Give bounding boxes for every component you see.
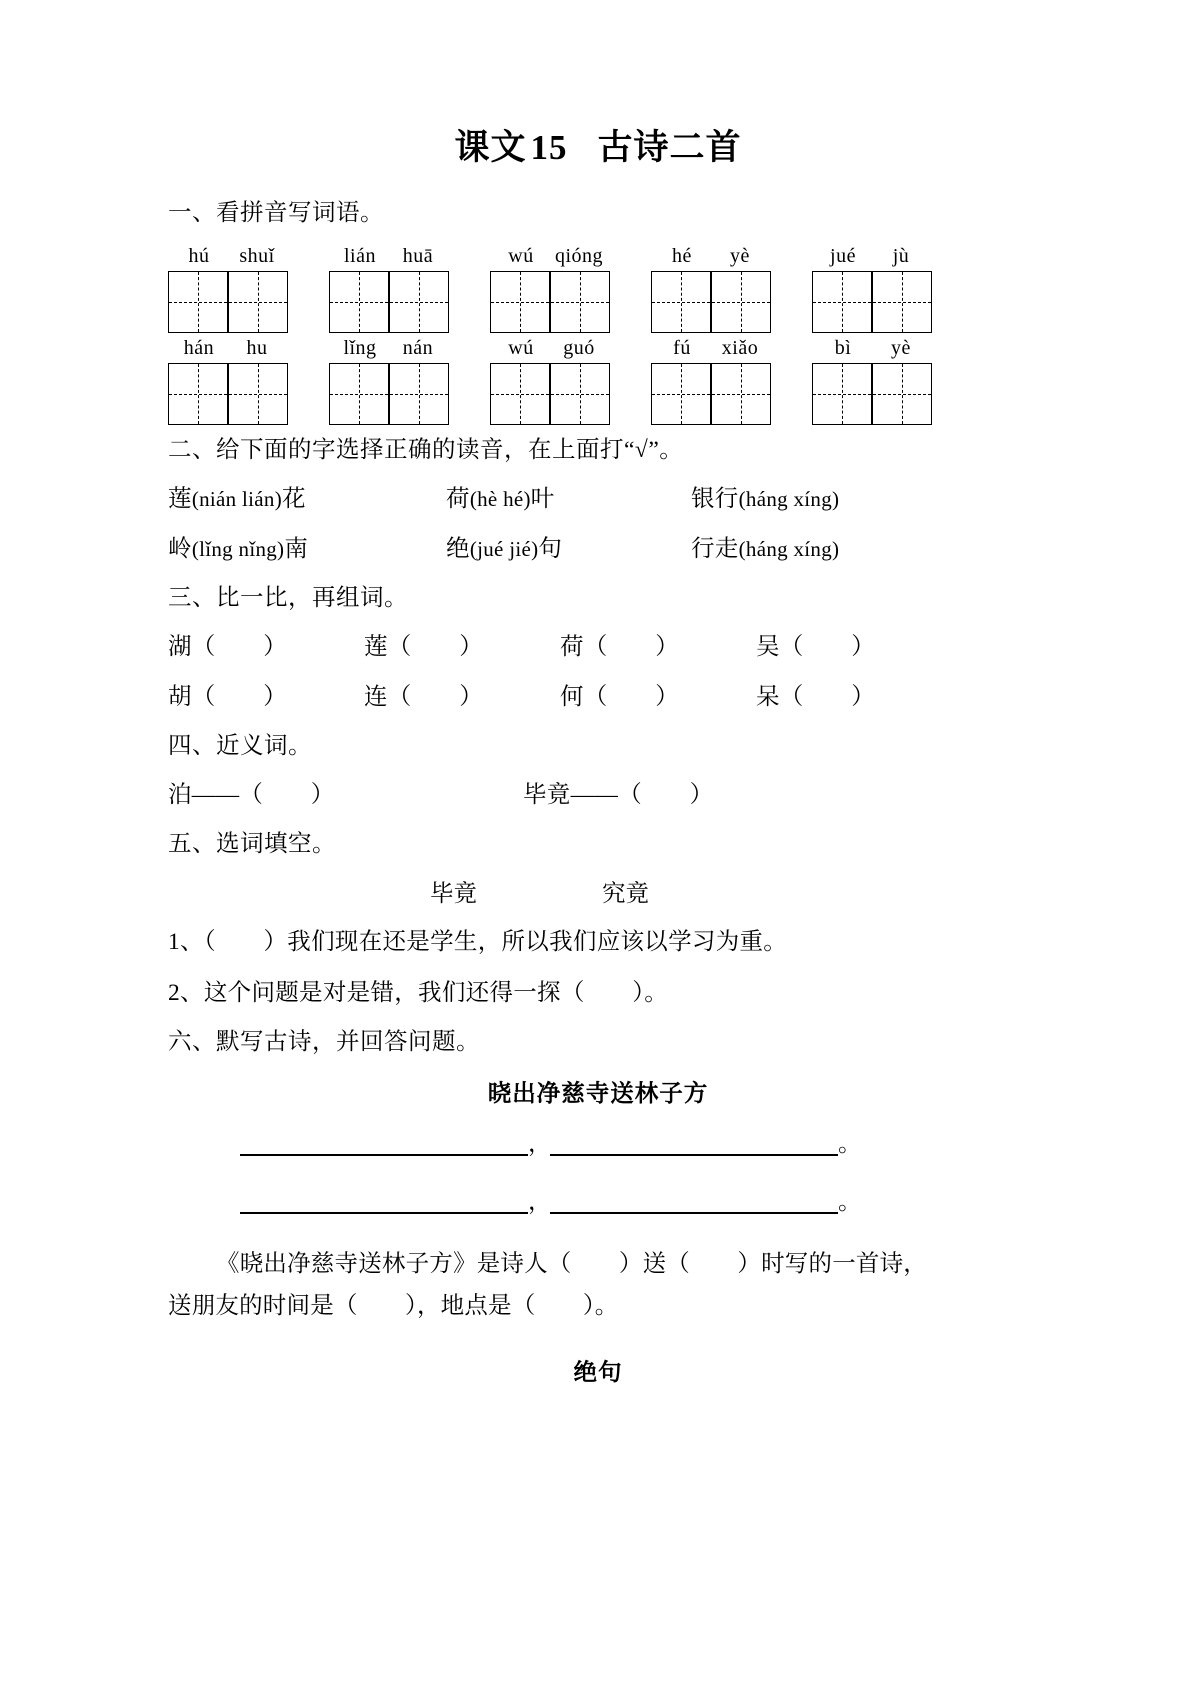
tianzige-grid[interactable]	[490, 271, 610, 333]
tianzige-cell[interactable]	[329, 363, 389, 425]
section-heading-1: 一、看拼音写词语。	[168, 200, 384, 226]
pinyin-syllable: jù	[892, 245, 910, 268]
pinyin-syllable: qióng	[554, 245, 604, 268]
poem-blank-segment[interactable]	[240, 1128, 528, 1156]
pronunciation-item[interactable]	[168, 531, 446, 567]
pinyin-syllable: jué	[830, 245, 856, 268]
pinyin-label	[812, 335, 932, 362]
pinyin-syllable: fú	[673, 337, 691, 360]
pinyin-syllable: wú	[508, 337, 534, 360]
synonyms-row	[168, 777, 1028, 813]
section-heading-4: 四、近义词。	[168, 733, 312, 760]
tianzige-cell[interactable]	[651, 363, 711, 425]
pronunciation-item[interactable]	[168, 481, 446, 517]
pron-options[interactable]: (jué jié)	[469, 536, 539, 561]
pinyin-syllable: hu	[246, 337, 268, 360]
tianzige-cell[interactable]	[711, 271, 771, 333]
pinyin-syllable: nán	[402, 337, 434, 360]
pinyin-cellgroup	[168, 243, 288, 333]
title-lesson-label: 课文	[454, 128, 527, 167]
page-title	[168, 120, 1028, 170]
pronunciation-item[interactable]	[446, 481, 691, 517]
pinyin-syllable: hé	[672, 245, 692, 268]
pinyin-label	[651, 243, 771, 270]
tianzige-grid[interactable]	[490, 363, 610, 425]
pinyin-syllable: hán	[183, 337, 215, 360]
pron-char-after: 叶	[530, 485, 555, 512]
pron-options[interactable]: (háng xíng)	[738, 486, 840, 511]
pron-char-before: 荷	[446, 485, 470, 512]
pinyin-exercise	[168, 243, 1028, 425]
pinyin-label	[490, 243, 610, 270]
tianzige-grid[interactable]	[812, 271, 932, 333]
tianzige-cell[interactable]	[228, 363, 288, 425]
tianzige-cell[interactable]	[812, 363, 872, 425]
tianzige-cell[interactable]	[872, 271, 932, 333]
second-poem-title: 绝句	[573, 1357, 623, 1386]
pinyin-label	[168, 243, 288, 270]
section-heading-5: 五、选词填空。	[168, 831, 336, 858]
pinyin-cellgroup	[812, 335, 932, 425]
compare-word-item[interactable]: 吴（ ）	[756, 633, 875, 660]
compare-word-item[interactable]: 湖（ ）	[168, 633, 287, 660]
pronunciation-item[interactable]	[691, 531, 839, 567]
pinyin-syllable: shuǐ	[239, 245, 275, 268]
section-heading-6: 六、默写古诗，并回答问题。	[168, 1029, 480, 1056]
tianzige-grid[interactable]	[168, 363, 288, 425]
tianzige-cell[interactable]	[872, 363, 932, 425]
tianzige-grid[interactable]	[651, 363, 771, 425]
pron-char-after: 句	[538, 535, 563, 562]
tianzige-grid[interactable]	[329, 363, 449, 425]
tianzige-cell[interactable]	[329, 271, 389, 333]
compare-word-item[interactable]: 连（ ）	[364, 684, 483, 711]
pinyin-label	[329, 243, 449, 270]
poem-answer-line[interactable]	[168, 1128, 1028, 1156]
pinyin-cellgroup	[651, 243, 771, 333]
tianzige-grid[interactable]	[812, 363, 932, 425]
pron-char-before: 银行	[691, 485, 739, 512]
compare-word-item[interactable]: 呆（ ）	[756, 684, 875, 711]
poem-title: 晓出净慈寺送林子方	[487, 1079, 709, 1108]
compare-word-item[interactable]: 荷（ ）	[560, 633, 679, 660]
pron-options[interactable]: (háng xíng)	[738, 536, 840, 561]
pinyin-syllable: bì	[834, 337, 852, 360]
tianzige-cell[interactable]	[711, 363, 771, 425]
poem-question-line-2[interactable]: 送朋友的时间是（ ），地点是（ ）。	[168, 1292, 619, 1319]
pinyin-syllable: wú	[508, 245, 534, 268]
tianzige-cell[interactable]	[168, 363, 228, 425]
tianzige-cell[interactable]	[490, 363, 550, 425]
tianzige-cell[interactable]	[812, 271, 872, 333]
pinyin-label	[812, 243, 932, 270]
pinyin-syllable: lǐng	[343, 337, 377, 360]
poem-blank-segment[interactable]	[240, 1186, 528, 1214]
pron-options[interactable]: (nián lián)	[191, 486, 282, 511]
pron-options[interactable]: (hè hé)	[469, 486, 531, 511]
pron-options[interactable]: (lǐng nǐng)	[191, 536, 285, 561]
compare-words-row	[168, 679, 1028, 715]
poem-blank-punctuation: 。	[838, 1130, 862, 1157]
pron-char-before: 莲	[168, 485, 192, 512]
pinyin-cellgroup	[490, 335, 610, 425]
tianzige-grid[interactable]	[329, 271, 449, 333]
poem-blank-punctuation: ，	[528, 1188, 552, 1215]
pron-char-before: 岭	[168, 535, 192, 562]
pinyin-cellgroup	[168, 335, 288, 425]
pronunciation-row	[168, 481, 1028, 517]
pinyin-cellgroup	[490, 243, 610, 333]
tianzige-cell[interactable]	[550, 271, 610, 333]
fill-blank-question[interactable]: 1、（ ）我们现在还是学生，所以我们应该以学习为重。	[168, 929, 788, 956]
pron-char-before: 行走	[691, 535, 739, 562]
word-bank-option[interactable]: 究竟	[602, 881, 649, 908]
compare-word-item[interactable]: 胡（ ）	[168, 684, 287, 711]
pinyin-syllable: huā	[402, 245, 434, 268]
tianzige-cell[interactable]	[651, 271, 711, 333]
pronunciation-item[interactable]	[691, 481, 839, 517]
tianzige-grid[interactable]	[168, 271, 288, 333]
section-heading-3: 三、比一比，再组词。	[168, 585, 408, 612]
tianzige-cell[interactable]	[389, 363, 449, 425]
pinyin-syllable: lián	[344, 245, 376, 268]
synonym-item[interactable]: 泊——（ ）	[168, 781, 335, 808]
compare-word-item[interactable]: 何（ ）	[560, 684, 679, 711]
pinyin-cellgroup	[651, 335, 771, 425]
worksheet-content	[168, 120, 1028, 1387]
poem-blank-segment[interactable]	[550, 1128, 838, 1156]
pinyin-row	[168, 335, 1028, 425]
word-bank-option[interactable]: 毕竟	[430, 881, 477, 908]
poem-question-paragraph	[168, 1244, 1028, 1326]
pinyin-syllable: hú	[188, 245, 210, 268]
word-bank	[168, 874, 1028, 908]
tianzige-grid[interactable]	[651, 271, 771, 333]
pinyin-label	[329, 335, 449, 362]
compare-words-row	[168, 629, 1028, 665]
compare-word-item[interactable]: 莲（ ）	[364, 633, 483, 660]
title-lesson-name: 古诗二首	[597, 128, 742, 167]
pinyin-label	[651, 335, 771, 362]
pronunciation-row	[168, 531, 1028, 567]
pinyin-row	[168, 243, 1028, 333]
tianzige-cell[interactable]	[228, 271, 288, 333]
tianzige-cell[interactable]	[490, 271, 550, 333]
fill-blank-question[interactable]: 2、这个问题是对是错，我们还得一探（ ）。	[168, 979, 669, 1006]
section-heading-2: 二、给下面的字选择正确的读音，在上面打“√”。	[168, 437, 684, 464]
pinyin-syllable: yè	[730, 245, 750, 268]
tianzige-cell[interactable]	[168, 271, 228, 333]
pron-char-after: 南	[284, 535, 309, 562]
synonym-item[interactable]: 毕竟——（ ）	[523, 781, 714, 808]
pinyin-label	[168, 335, 288, 362]
pinyin-label	[490, 335, 610, 362]
pinyin-cellgroup	[329, 243, 449, 333]
pinyin-syllable: xiǎo	[721, 337, 759, 360]
poem-question-line-1[interactable]: 《晓出净慈寺送林子方》是诗人（ ）送（ ）时写的一首诗，	[216, 1251, 927, 1278]
pinyin-syllable: yè	[891, 337, 911, 360]
poem-blank-segment[interactable]	[550, 1186, 838, 1214]
title-lesson-number: 15	[530, 128, 568, 167]
pron-char-after: 花	[282, 485, 306, 512]
tianzige-cell[interactable]	[550, 363, 610, 425]
pinyin-syllable: guó	[563, 337, 595, 360]
pinyin-cellgroup	[812, 243, 932, 333]
poem-answer-line[interactable]	[168, 1186, 1028, 1214]
tianzige-cell[interactable]	[389, 271, 449, 333]
poem-blank-punctuation: 。	[838, 1188, 862, 1215]
pinyin-cellgroup	[329, 335, 449, 425]
pron-char-before: 绝	[446, 535, 470, 562]
pronunciation-item[interactable]	[446, 531, 691, 567]
poem-blank-punctuation: ，	[528, 1130, 552, 1157]
